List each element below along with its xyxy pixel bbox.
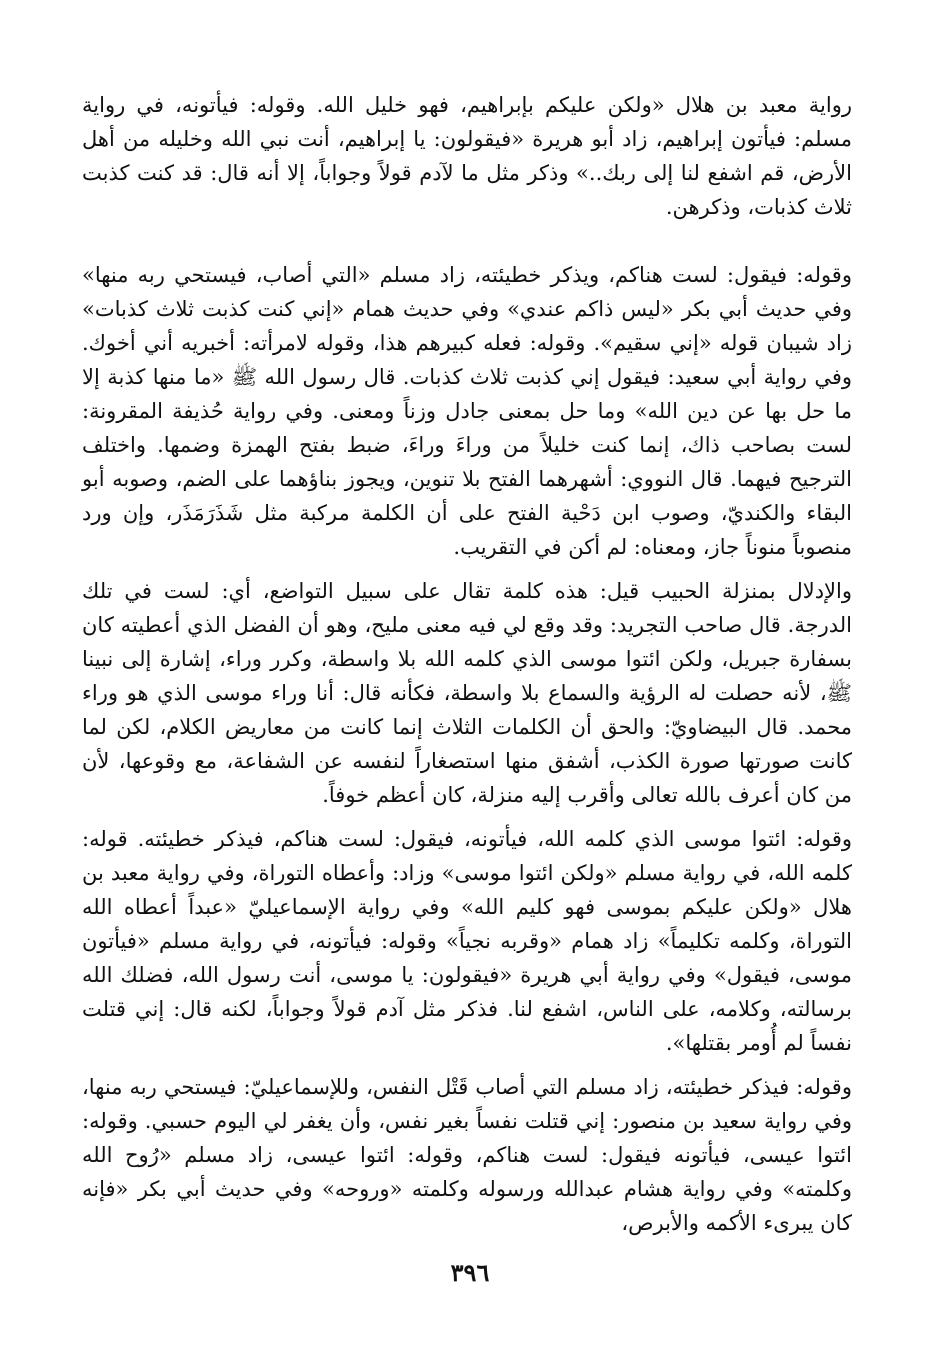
paragraph-5: وقوله: فيذكر خطيئته، زاد مسلم التي أصاب قَتْل النفس، وللإسماعيليّ: فيستحي ربه منها، وفي رواية سعيد بن منصور: إني قتلت نفساً بغير نفس، وأن يغفر لي اليوم حسبي. وقوله: ائتوا عيسى، فيأتونه فيقول: لست هناكم، وقوله: ائتوا عيسى، زاد مسلم «رُوح الله وكلمته» وفي رواية هشام عبدالله ورسوله وكلمته «وروحه» وفي حديث أبي بكر «فإنه كان يبرىء الأكمه والأبرص، xyxy=(82,1075,852,1235)
paragraph-3: والإدلال بمنزلة الحبيب قيل: هذه كلمة تقال على سبيل التواضع، أي: لست في تلك الدرجة. قال صاحب التجريد: وقد وقع لي فيه معنى مليح، وهو أن الفضل الذي أعطيته كان بسفارة جبريل، ولكن ائتوا موسى الذي كلمه الله بلا واسطة، وكرر وراء، إشارة إلى نبينا ﷺ، لأنه حصلت له الرؤية والسماع بلا واسطة، فكأنه قال: أنا وراء موسى الذي هو وراء محمد. قال البيضاويّ: والحق أن الكلمات الثلاث إنما كانت من معاريض الكلام، لكن لما كانت صورتها صورة الكذب، أشفق منها استصغاراً لنفسه عن الشفاعة، مع وقوعها، لأن من كان أعرف بالله تعالى وأقرب إليه منزلة، كان أعظم خوفاً. xyxy=(82,579,852,807)
paragraph-2: وقوله: فيقول: لست هناكم، ويذكر خطيئته، زاد مسلم «التي أصاب، فيستحي ربه منها» وفي حديث أبي بكر «ليس ذاكم عندي» وفي حديث همام «إني كنت كذبت ثلاث كذبات» زاد شيبان قوله «إني سقيم». وقوله: فعله كبيرهم هذا، وقوله لامرأته: أخبريه أني أخوك. وفي رواية أبي سعيد: فيقول إني كذبت ثلاث كذبات. قال رسول الله ﷺ «ما منها كذبة إلا ما حل بها عن دين الله» وما حل بمعنى جادل وزناً ومعنى. وفي رواية حُذيفة المقرونة: لست بصاحب ذاك، إنما كنت خليلاً من وراءَ وراءَ، ضبط بفتح الهمزة وضمها. واختلف الترجيح فيهما. قال النووي: أشهرهما الفتح بلا تنوين، ويجوز بناؤهما على الضم، وصوبه أبو البقاء والكنديّ، وصوب ابن دَحْية الفتح على أن الكلمة مركبة مثل شَذَرَمَذَر، وإن ورد منصوباً منوناً جاز، ومعناه: لم أكن في التقريب. xyxy=(82,263,852,559)
page-number: ٣٩٦ xyxy=(450,1258,490,1287)
paragraph-1: رواية معبد بن هلال «ولكن عليكم بإبراهيم، فهو خليل الله. وقوله: فيأتونه، في رواية مسلم: فيأتون إبراهيم، زاد أبو هريرة «فيقولون: يا إبراهيم، أنت نبي الله وخليله من أهل الأرض، قم اشفع لنا إلى ربك..» وذكر مثل ما لآدم قولاً وجواباً، إلا أنه قال: قد كنت كذبت ثلاث كذبات، وذكرهن. xyxy=(82,93,852,219)
paragraph-4: وقوله: ائتوا موسى الذي كلمه الله، فيأتونه، فيقول: لست هناكم، فيذكر خطيئته. قوله: كلمه الله، في رواية مسلم «ولكن ائتوا موسى» وزاد: وأعطاه التوراة، وفي رواية معبد بن هلال «ولكن عليكم بموسى فهو كليم الله» وفي رواية الإسماعيليّ «عبداً أعطاه الله التوراة، وكلمه تكليماً» زاد همام «وقربه نجياً» وقوله: فيأتونه، في رواية مسلم «فيأتون موسى، فيقول» وفي رواية أبي هريرة «فيقولون: يا موسى، أنت رسول الله، فضلك الله برسالته، وكلامه، على الناس، اشفع لنا. فذكر مثل آدم قولاً وجواباً، لكنه قال: إني قتلت نفساً لم أُومر بقتلها». xyxy=(82,827,852,1055)
page-body xyxy=(82,88,852,1240)
